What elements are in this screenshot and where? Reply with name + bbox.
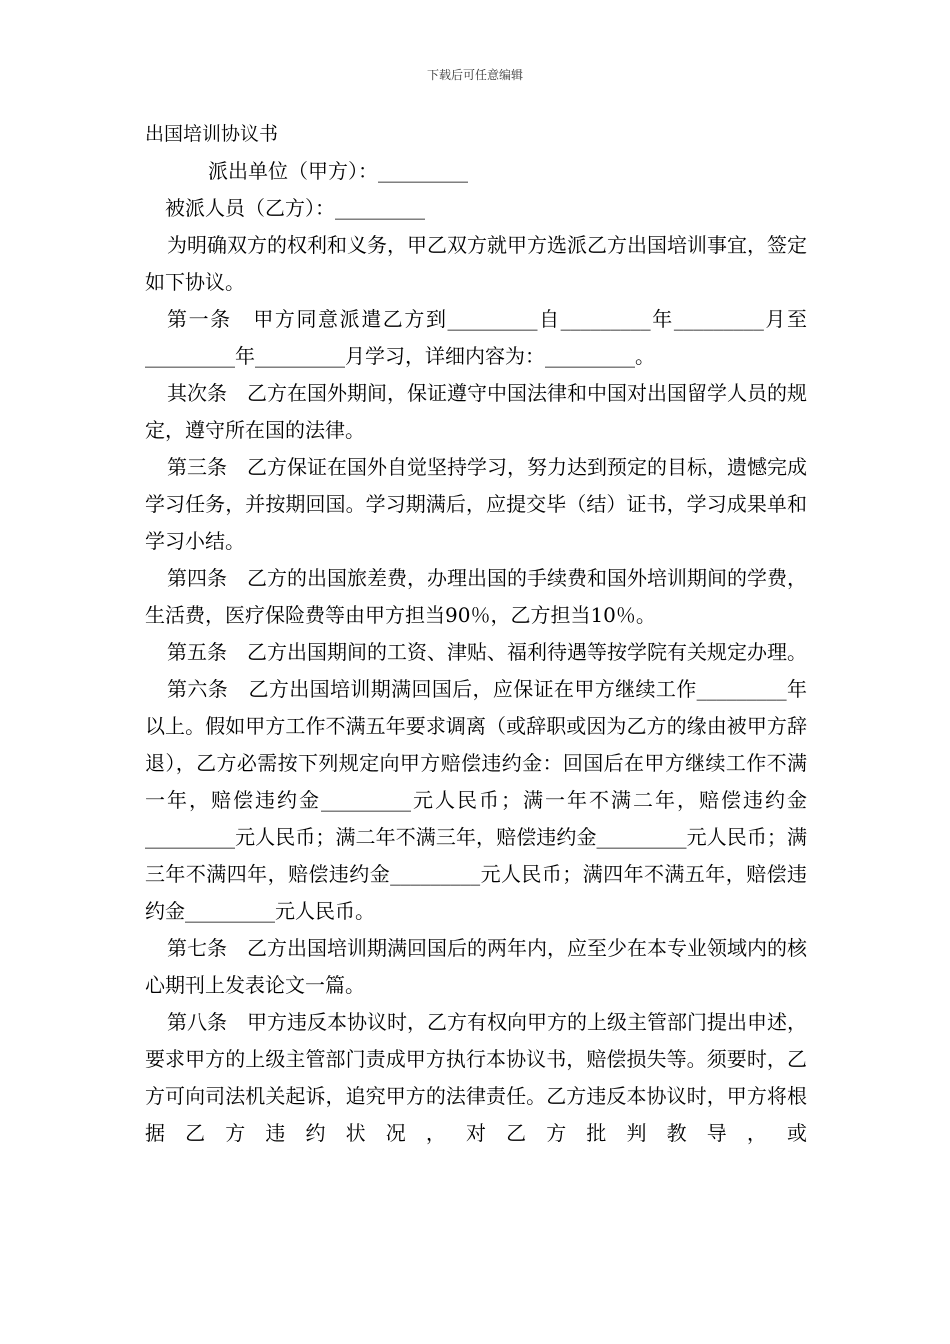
article-5: 第五条 乙方出国期间的工资、津贴、福利待遇等按学院有关规定办理。 <box>167 640 807 664</box>
article-8: 第八条 甲方违反本协议时，乙方有权向甲方的上级主管部门提出申述，要求甲方的上级主管部门责成甲方执行本协议书，赔偿损失等。须要时，乙方可向司法机关起诉，追究甲方的法律责任。乙方违反本协议时，甲方将根据乙方违约状况，对乙方批判教导，或 <box>145 1010 807 1145</box>
article-4: 第四条 乙方的出国旅差费，办理出国的手续费和国外培训期间的学费，生活费，医疗保险费等由甲方担当90％，乙方担当10％。 <box>145 566 807 627</box>
party-b-line: 被派人员（乙方）：_________ <box>165 196 425 220</box>
article-2: 其次条 乙方在国外期间，保证遵守中国法律和中国对出国留学人员的规定，遵守所在国的法律。 <box>145 381 807 442</box>
article-7: 第七条 乙方出国培训期满回国后的两年内，应至少在本专业领域内的核心期刊上发表论文一篇。 <box>145 936 807 997</box>
party-a-line: 派出单位（甲方）：_________ <box>208 159 468 183</box>
document-title: 出国培训协议书 <box>145 123 279 145</box>
page-header-note: 下载后可任意编辑 <box>426 68 523 82</box>
document-body <box>145 116 807 1152</box>
article-1: 第一条 甲方同意派遣乙方到_________自_________年_________月至_________年_________月学习，详细内容为：_________。 <box>145 307 807 368</box>
article-6: 第六条 乙方出国培训期满回国后，应保证在甲方继续工作_________年以上。假如甲方工作不满五年要求调离（或辞职或因为乙方的缘由被甲方辞退），乙方必需按下列规定向甲方赔偿违约金：回国后在甲方继续工作不满一年，赔偿违约金_________元人民币；满一年不满二年，赔偿违约金_________元人民币；满二年不满三年，赔偿违约金_________元人民币；满三年不满四年，赔偿违约金_________元人民币；满四年不满五年，赔偿违约金_________元人民币。 <box>145 677 807 923</box>
intro-paragraph: 为明确双方的权利和义务，甲乙双方就甲方选派乙方出国培训事宜，签定如下协议。 <box>145 233 807 294</box>
article-3: 第三条 乙方保证在国外自觉坚持学习，努力达到预定的目标，遗憾完成学习任务，并按期回国。学习期满后，应提交毕（结）证书，学习成果单和学习小结。 <box>145 455 807 553</box>
